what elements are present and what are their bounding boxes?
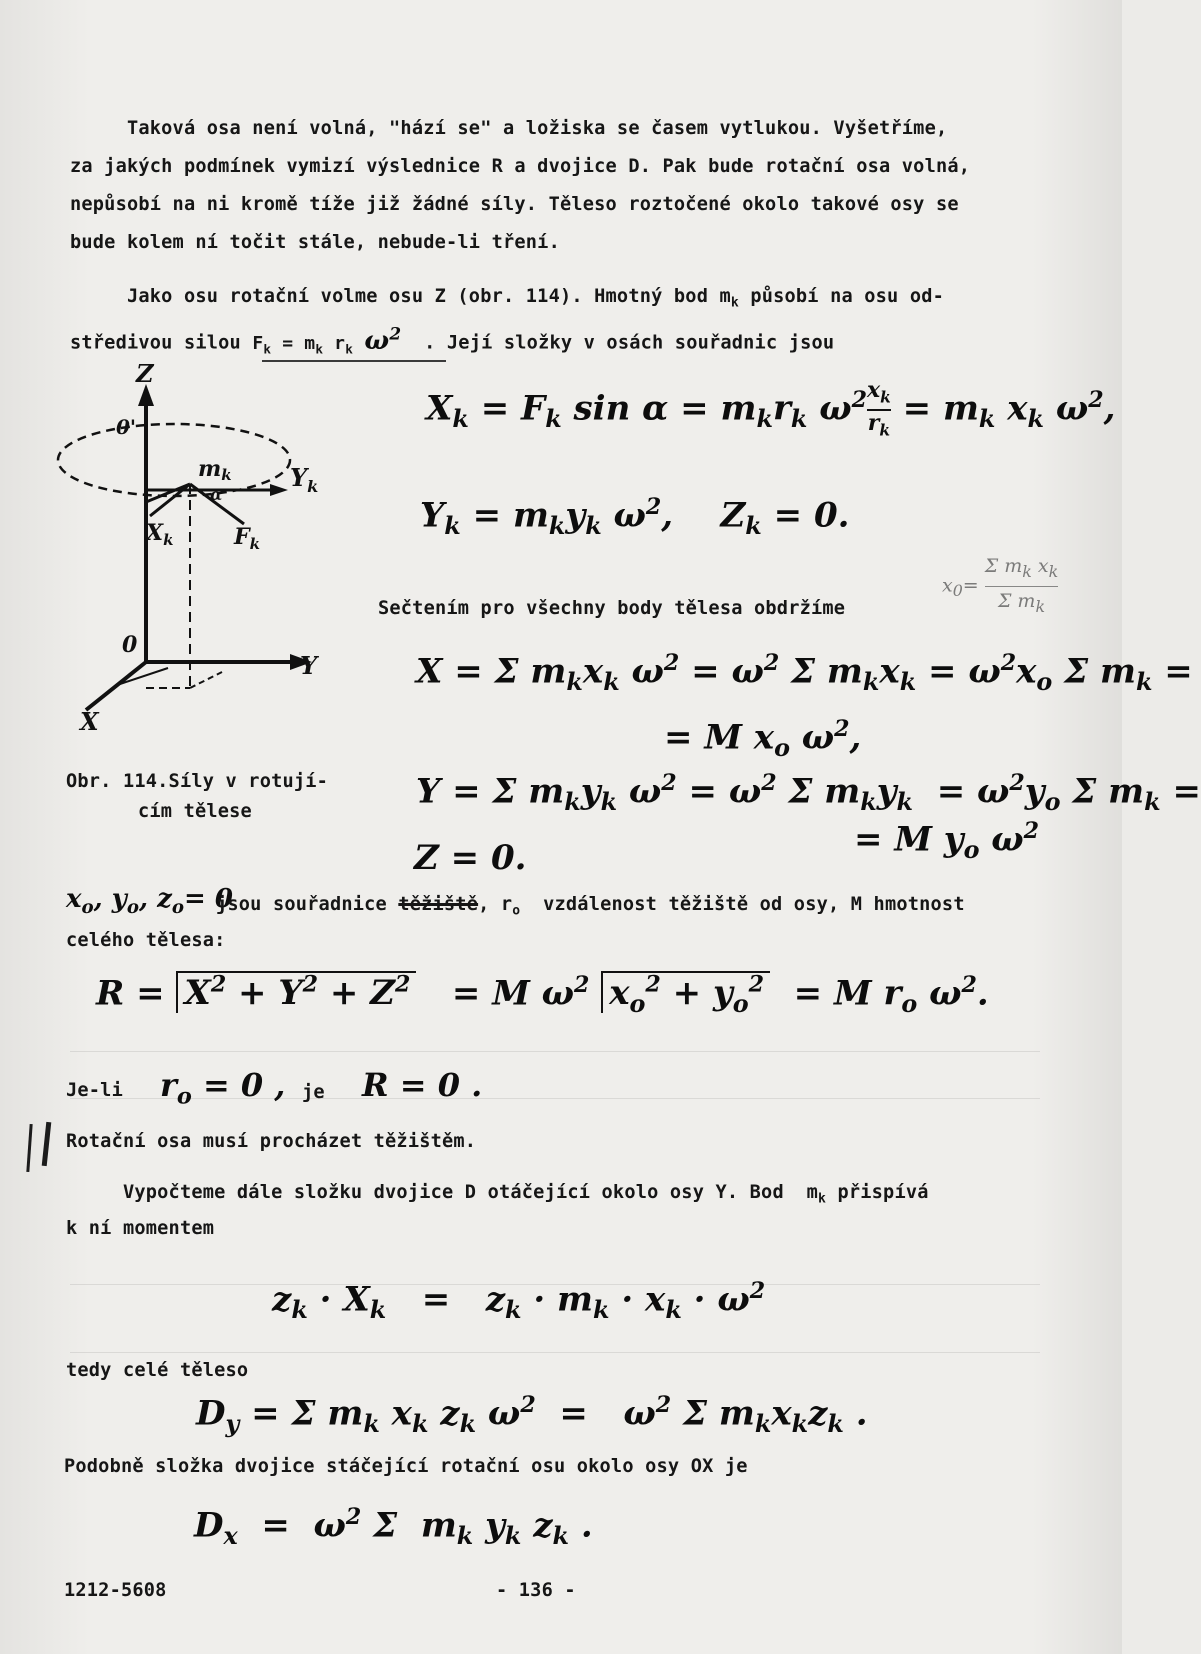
mk-subscript: k [730,295,739,311]
para2-line2-tail: . Její složky v osách souřadnic jsou [424,332,835,354]
eq-sum-y-2: = M $y_o$ $\omega^2$ [854,818,1040,865]
x-axis [86,662,146,710]
eq-moment: $z_k \cdot X_k = z_k \cdot m_k \cdot x_k \cdot \omega^2$ [272,1278,766,1325]
para1-line3: nepůsobí na ni kromě tíže již žádné síly. Těleso roztočené okolo takové osy se [70,194,959,215]
eq-sum-z: Z = 0. [414,838,527,878]
eq-sum-y: Y = Σ $m_ky_k$ $\omega^2 = \omega^2$ Σ $m_ky_k = \omega^2y_o$ Σ $m_k$ = [416,770,1201,817]
para1-line1: Taková osa není volná, "hází se" a ložiska se časem vytlukou. Vyšetříme, [70,118,948,139]
margin-note: $x_0=$ $\frac{\Sigma m_k x_k}{\Sigma m_k}$ [942,552,1058,621]
figure-caption-l2: cím tělese [138,801,252,822]
footer-code: 1212-5608 [64,1580,167,1601]
orbit-ellipse [58,424,290,496]
label-yk-y: Y [290,463,308,492]
centroid-text-b: , r [478,894,513,915]
yk-arrowhead [270,484,288,496]
centroid-line2: celého tělesa: [66,930,226,951]
label-mk: mk [198,456,232,484]
eq-sum-x-2: = M $x_o$ $\omega^2$, [664,716,862,763]
underline-fk [262,360,446,362]
moment-line2: k ní momentem [66,1218,215,1239]
label-xk: $X_k$ [146,520,174,549]
label-y-axis: Y [300,651,318,680]
label-alpha: α [210,485,223,504]
eq-R0: R = 0 . [362,1066,483,1104]
eq-sum-x: X = Σ $m_kx_k$ $\omega^2 = \omega^2$ Σ $m_kx_k = \omega^2x_o$ Σ $m_k$ = [416,650,1193,697]
label-fk: $F_k$ [234,524,261,553]
centroid-line1: jsou souřadnice těžiště, $r_o$ vzdálenost těžiště od osy, M hmotnost [216,894,965,919]
eq-r0: $r_o = 0$ , [160,1066,286,1110]
page-number: - 136 - [496,1580,576,1601]
label-yk: $Y_k$ [290,463,319,496]
eq-yk: $Y_k = m_ky_k$ $\omega^2$, $Z_k = 0$. [420,494,850,541]
eq-Dy: $D_y = \Sigma$ $m_k$ $x_k$ $z_k$ $\omega^2 = \omega^2$ Σ $m_kx_kz_k$ . [196,1392,868,1439]
eq-R: $R = X^2 + Y^2 + Z^2 = M$ $\omega^2$ $x_o^2 + y_o^2 = M$ $r_o$ $\omega^2$. [96,972,989,1019]
label-xk-x: X [146,520,164,546]
para2-line1-a: Jako osu rotační volme osu Z (obr. 114). Hmotný bod m [70,286,731,307]
label-x-axis: X [80,707,99,736]
projection-diag [190,672,222,688]
sum-intro: Sečtením pro všechny body tělesa obdržíme [378,598,846,619]
centroid-coords: $x_o$, $y_o$, $z_o= 0$ [66,884,233,919]
similarly-line: Podobně složka dvojice stáčející rotační osu okolo osy OX je [64,1456,748,1477]
radius-line [146,484,190,502]
para1-line2: za jakých podmínek vymizí výslednice R a dvojice D. Pak bude rotační osa volná, [70,156,971,177]
scan-line [70,1051,1040,1052]
para2-line2-text: středivou silou [70,332,241,354]
para2-line1-b: působí na osu od- [738,286,945,307]
moment-line1-a: Vypočteme dále složku dvojice D otáčející okolo osy Y. Bod m [66,1182,819,1203]
para2-line2: středivou silou $F_k = m_k$ $r_k$ $\omega^2$ . Její složky v osách souřadnic jsou [70,323,835,357]
figure-caption-l1: Obr. 114.Síly v rotují- [66,771,329,792]
centroid-text-a: jsou souřadnice [216,894,387,915]
label-o-prime: 0' [116,415,137,439]
moment-line1: Vypočteme dále složku dvojice D otáčející okolo osy Y. Bod $m_k$ přispívá [66,1182,929,1207]
je-label: je [302,1082,325,1103]
eq-xk: $X_k = F_k$ $\sin \alpha = m_kr_k$ $\omega^2$ $\frac{x_k}{r_k}$ = $m_k$ $x_k$ $\omega^2$, [426,377,1116,440]
eq-Dx: $D_x = \omega^2$ Σ $m_k$ $y_k$ $z_k$ . [194,1504,593,1551]
jeli-label: Je-li [66,1080,123,1101]
centroid-text-c: vzdálenost těžiště od osy, M hmotnost [520,894,965,915]
centroid-struck: těžiště [398,894,479,915]
label-fk-f: F [234,524,250,550]
para1-line4: bude kolem ní točit stále, nebude-li tření. [70,232,560,253]
label-origin: 0 [122,632,138,658]
label-mk-m: m [198,456,222,482]
label-z: Z [136,359,154,388]
axis-note: Rotační osa musí procházet těžištěm. [66,1131,477,1152]
moment-line1-b: přispívá [826,1182,929,1203]
whole-body: tedy celé těleso [66,1360,249,1381]
figure-114 [50,359,340,736]
